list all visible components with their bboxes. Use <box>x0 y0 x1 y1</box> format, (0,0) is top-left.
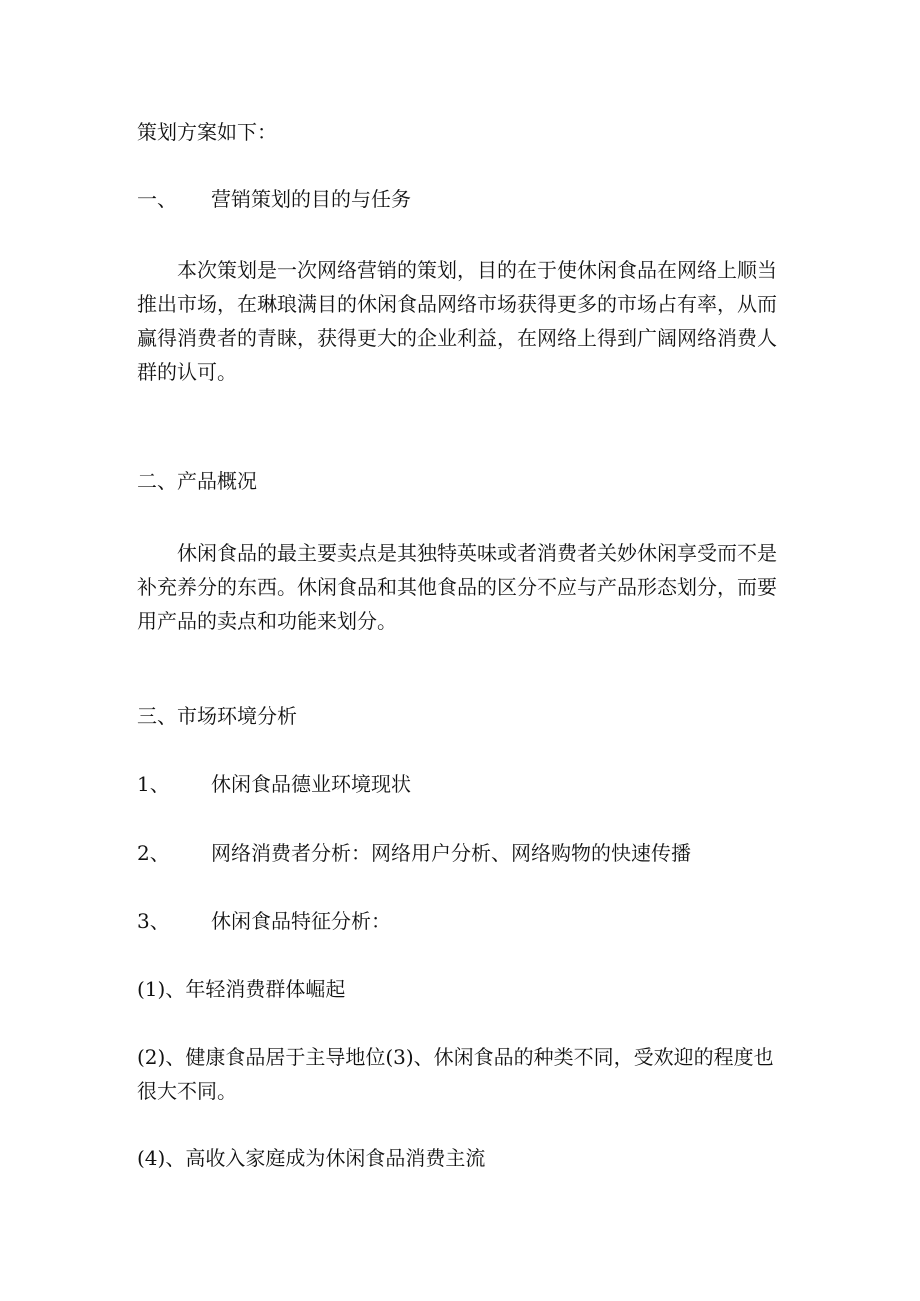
sub-item-4: (4)、高收入家庭成为休闲食品消费主流 <box>137 1146 486 1170</box>
section-2-heading: 二、产品概况 <box>137 469 257 493</box>
sub-item-2: (2)、健康食品居于主导地位(3)、休闲食品的种类不同，受欢迎的程度也很大不同。 <box>137 1045 774 1103</box>
section-1-paragraph: 本次策划是一次网络营销的策划，目的在于使休闲食品在网络上顺当推出市场，在琳琅满目的休闲食品网络市场获得更多的市场占有率，从而赢得消费者的青睐，获得更大的企业利益，在网络上得到广阔网络消费人群的认可。 <box>137 258 777 384</box>
list-item-text: 休闲食品德业环境现状 <box>211 772 411 796</box>
list-item-text: 休闲食品特征分析： <box>211 909 391 933</box>
section-2-paragraph: 休闲食品的最主要卖点是其独特英味或者消费者关妙休闲享受而不是补充养分的东西。休闲食品和其他食品的区分不应与产品形态划分，而要用产品的卖点和功能来划分。 <box>137 541 777 633</box>
list-item-number: 1、 <box>137 772 170 796</box>
list-item-text: 网络消费者分析：网络用户分析、网络购物的快速传播 <box>211 841 691 865</box>
sub-item-1: (1)、年轻消费群体崛起 <box>137 977 346 1001</box>
list-item-number: 2、 <box>137 841 170 865</box>
list-item <box>137 911 391 931</box>
list-item <box>137 843 691 863</box>
section-1-number: 一、 <box>137 187 177 211</box>
list-item <box>137 774 411 794</box>
section-1-title: 营销策划的目的与任务 <box>211 187 411 211</box>
section-3-heading: 三、市场环境分析 <box>137 704 297 728</box>
list-item-number: 3、 <box>137 909 170 933</box>
intro-line: 策划方案如下： <box>137 120 277 144</box>
section-1-heading <box>137 189 411 209</box>
